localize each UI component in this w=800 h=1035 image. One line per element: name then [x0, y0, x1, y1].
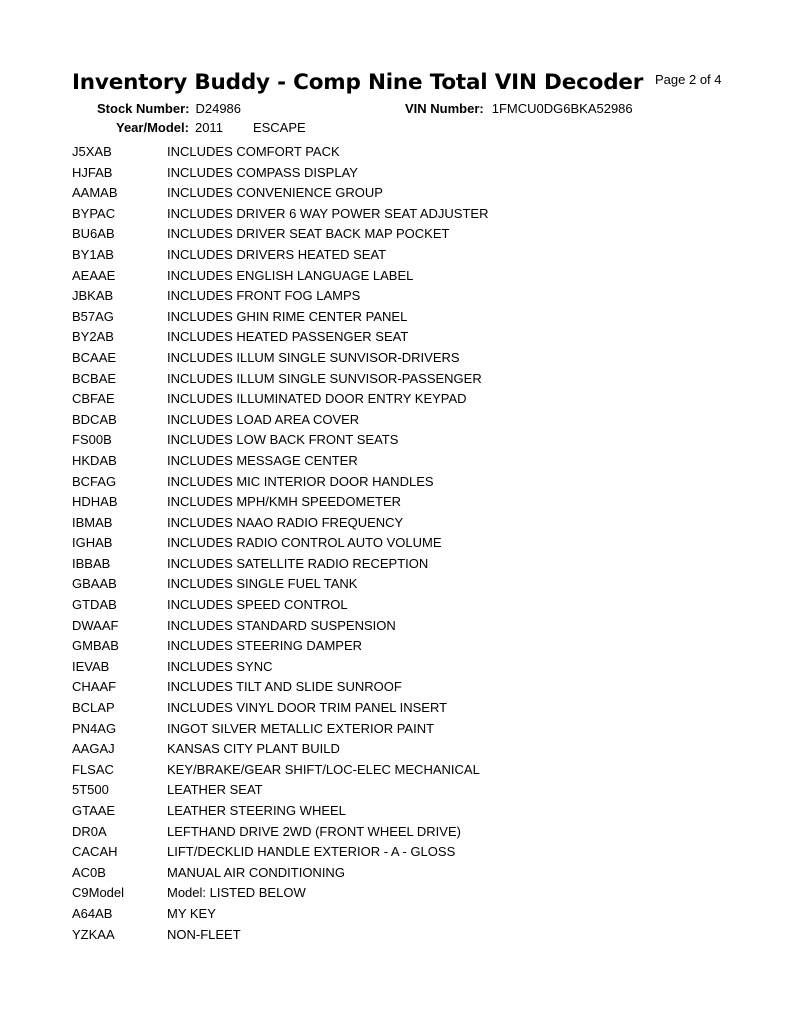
list-item [72, 618, 488, 639]
option-code: JBKAB [72, 288, 114, 304]
list-item [72, 844, 488, 865]
option-code: C9Model [72, 885, 125, 901]
page-title: Inventory Buddy - Comp Nine Total VIN Decoder [72, 70, 644, 95]
option-description: INCLUDES NAAO RADIO FREQUENCY [167, 514, 404, 530]
option-code: B57AG [72, 308, 114, 324]
option-description: INCLUDES MESSAGE CENTER [167, 452, 358, 468]
option-description: MY KEY [167, 905, 216, 921]
option-description: LEATHER SEAT [167, 782, 263, 798]
stock-number-label: Stock Number: [97, 101, 190, 116]
option-description: LEFTHAND DRIVE 2WD (FRONT WHEEL DRIVE) [167, 823, 461, 839]
option-description: INCLUDES ENGLISH LANGUAGE LABEL [167, 267, 414, 283]
list-item [72, 371, 488, 392]
list-item [72, 556, 488, 577]
option-description: INCLUDES SINGLE FUEL TANK [167, 576, 358, 592]
list-item [72, 350, 488, 371]
option-code: GBAAB [72, 576, 117, 592]
option-description: INCLUDES DRIVER SEAT BACK MAP POCKET [167, 226, 450, 242]
list-item [72, 762, 488, 783]
option-description: INCLUDES SYNC [167, 658, 273, 674]
option-description: INCLUDES SATELLITE RADIO RECEPTION [167, 555, 429, 571]
list-item [72, 721, 488, 742]
list-item [72, 782, 488, 803]
option-description: INCLUDES DRIVER 6 WAY POWER SEAT ADJUSTER [167, 205, 489, 221]
option-code: J5XAB [72, 144, 112, 159]
list-item [72, 494, 488, 515]
option-code: BYPAC [72, 205, 116, 221]
option-code: GMBAB [72, 638, 119, 654]
option-code-list [72, 144, 488, 947]
option-description: KANSAS CITY PLANT BUILD [167, 741, 340, 757]
option-code: BCAAE [72, 349, 117, 365]
option-description: INCLUDES ILLUM SINGLE SUNVISOR-PASSENGER [167, 370, 482, 386]
option-description: NON-FLEET [167, 926, 241, 942]
option-code: AAMAB [72, 185, 118, 201]
option-code: A64AB [72, 905, 113, 921]
list-item [72, 412, 488, 433]
option-description: INCLUDES LOW BACK FRONT SEATS [167, 432, 399, 448]
option-description: MANUAL AIR CONDITIONING [167, 864, 345, 880]
list-item [72, 226, 488, 247]
option-code: CACAH [72, 844, 118, 860]
list-item [72, 741, 488, 762]
option-code: IGHAB [72, 535, 113, 551]
option-description: INCLUDES COMFORT PACK [167, 144, 340, 159]
list-item [72, 659, 488, 680]
list-item [72, 391, 488, 412]
model-value: ESCAPE [252, 120, 306, 135]
option-description: INCLUDES RADIO CONTROL AUTO VOLUME [167, 535, 442, 551]
option-code: FS00B [72, 432, 112, 448]
option-code: PN4AG [72, 720, 117, 736]
option-code: YZKAA [72, 926, 115, 942]
vin-number-label: VIN Number: [405, 101, 484, 116]
list-item [72, 185, 488, 206]
option-description: LIFT/DECKLID HANDLE EXTERIOR - A - GLOSS [167, 844, 456, 860]
option-description: INCLUDES MIC INTERIOR DOOR HANDLES [167, 473, 434, 489]
option-code: HJFAB [72, 164, 113, 180]
list-item [72, 576, 488, 597]
list-item [72, 165, 488, 186]
list-item [72, 803, 488, 824]
list-item [72, 288, 488, 309]
list-item [72, 329, 488, 350]
option-code: DR0A [72, 823, 107, 839]
option-code: BU6AB [72, 226, 115, 242]
option-description: INCLUDES VINYL DOOR TRIM PANEL INSERT [167, 700, 448, 716]
option-description: INCLUDES COMPASS DISPLAY [167, 164, 358, 180]
list-item [72, 700, 488, 721]
option-description: INCLUDES CONVENIENCE GROUP [167, 185, 383, 201]
list-item [72, 268, 488, 289]
vin-number-field [405, 101, 633, 116]
list-item [72, 432, 488, 453]
list-item [72, 453, 488, 474]
option-code: GTAAE [72, 803, 116, 818]
vin-number-value: 1FMCU0DG6BKA52986 [491, 101, 633, 116]
option-code: BY1AB [72, 246, 114, 262]
option-code: 5T500 [72, 782, 109, 798]
list-item [72, 144, 488, 165]
option-description: INCLUDES LOAD AREA COVER [167, 411, 360, 427]
option-code: IBMAB [72, 514, 113, 530]
list-item [72, 247, 488, 268]
list-item [72, 906, 488, 927]
option-description: KEY/BRAKE/GEAR SHIFT/LOC-ELEC MECHANICAL [167, 761, 480, 777]
list-item [72, 885, 488, 906]
option-code: AEAAE [72, 267, 116, 283]
option-code: BDCAB [72, 411, 117, 427]
option-description: INCLUDES ILLUMINATED DOOR ENTRY KEYPAD [167, 391, 467, 407]
option-description: INCLUDES ILLUM SINGLE SUNVISOR-DRIVERS [167, 349, 460, 365]
list-item [72, 474, 488, 495]
option-description: INCLUDES FRONT FOG LAMPS [167, 288, 361, 304]
option-code: DWAAF [72, 617, 119, 633]
list-item [72, 824, 488, 845]
list-item [72, 597, 488, 618]
list-item [72, 309, 488, 330]
year-model-label: Year/Model: [116, 120, 189, 135]
option-description: INGOT SILVER METALLIC EXTERIOR PAINT [167, 720, 435, 736]
option-description: INCLUDES TILT AND SLIDE SUNROOF [167, 679, 402, 695]
list-item [72, 535, 488, 556]
list-item [72, 206, 488, 227]
option-description: INCLUDES SPEED CONTROL [167, 597, 348, 613]
list-item [72, 638, 488, 659]
option-code: BCLAP [72, 700, 115, 716]
option-code: HDHAB [72, 494, 118, 510]
option-description: INCLUDES STANDARD SUSPENSION [167, 617, 396, 633]
option-code: BY2AB [72, 329, 114, 345]
page-number: Page 2 of 4 [655, 72, 722, 87]
option-code: AC0B [72, 864, 106, 880]
option-description: LEATHER STEERING WHEEL [167, 803, 346, 818]
list-item [72, 865, 488, 886]
option-description: INCLUDES MPH/KMH SPEEDOMETER [167, 494, 402, 510]
option-code: GTDAB [72, 597, 117, 613]
stock-number-value: D24986 [195, 101, 242, 116]
option-code: CBFAE [72, 391, 115, 407]
option-code: BCFAG [72, 473, 117, 489]
option-description: Model: LISTED BELOW [167, 885, 306, 901]
option-code: CHAAF [72, 679, 117, 695]
list-item [72, 515, 488, 536]
option-code: FLSAC [72, 761, 114, 777]
option-description: INCLUDES HEATED PASSENGER SEAT [167, 329, 409, 345]
year-value: 2011 [194, 120, 223, 135]
year-model-field [116, 120, 306, 135]
option-code: AAGAJ [72, 741, 115, 757]
option-code: IEVAB [72, 658, 110, 674]
option-code: BCBAE [72, 370, 117, 386]
stock-number-field [97, 101, 241, 116]
list-item [72, 679, 488, 700]
list-item [72, 927, 488, 948]
option-description: INCLUDES GHIN RIME CENTER PANEL [167, 308, 408, 324]
option-description: INCLUDES DRIVERS HEATED SEAT [167, 246, 387, 262]
option-description: INCLUDES STEERING DAMPER [167, 638, 363, 654]
option-code: IBBAB [72, 555, 111, 571]
option-code: HKDAB [72, 452, 117, 468]
